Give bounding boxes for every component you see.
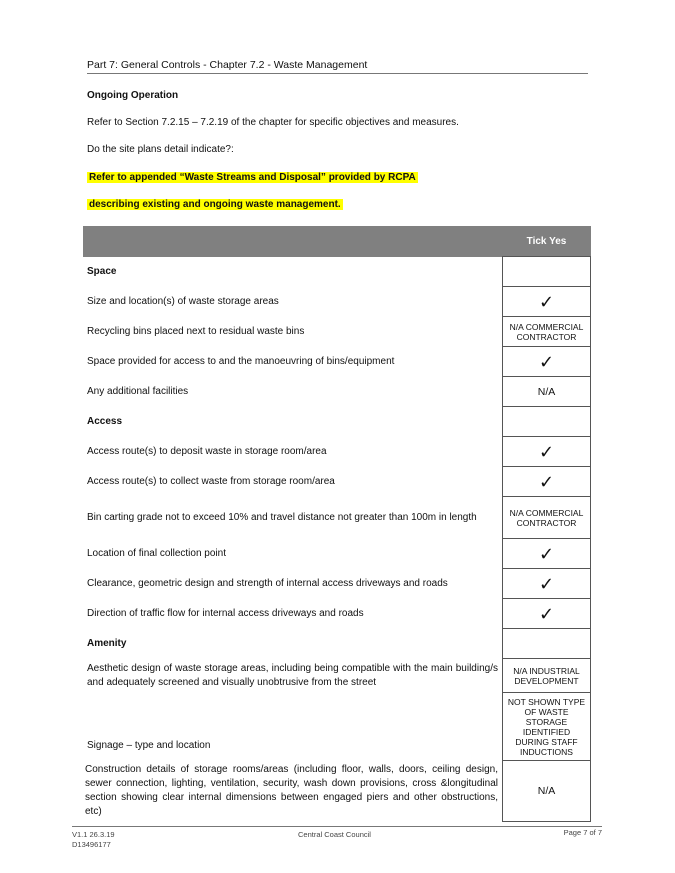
- waste-checklist-table: [83, 226, 591, 822]
- tick-cell: [503, 347, 591, 377]
- page-footer: [72, 826, 602, 853]
- footer-council: Central Coast Council: [298, 830, 371, 839]
- tick-yes-column-header: Tick Yes: [503, 226, 591, 257]
- highlighted-note-line-2: describing existing and ongoing waste management.: [89, 199, 341, 210]
- tick-cell: [503, 467, 591, 497]
- tick-cell: [503, 377, 591, 407]
- section-title: Ongoing Operation: [87, 90, 179, 101]
- row-label: Construction details of storage rooms/areas (including floor, walls, doors, ceiling design, sewer connection, lighting, ventilation, security, wash down provisions, cross &longitudinal section showing clear internal dimensions between engaged piers and other obstructions, etc): [85, 764, 498, 817]
- tick-cell-text: NOT SHOWN TYPE OF WASTE STORAGE IDENTIFIED DURING STAFF INDUCTIONS: [503, 693, 591, 761]
- tick-cell: [503, 287, 591, 317]
- table-row: [83, 317, 591, 347]
- table-row: [83, 467, 591, 497]
- page-header: [87, 59, 588, 74]
- tick-cell: [503, 539, 591, 569]
- header-title: Part 7: General Controls - Chapter 7.2 - Waste Management: [87, 59, 368, 71]
- intro-paragraph: Refer to Section 7.2.15 – 7.2.19 of the chapter for specific objectives and measures.: [87, 117, 459, 128]
- table-row: [83, 287, 591, 317]
- table-row: [83, 347, 591, 377]
- table-header-row: [83, 226, 591, 257]
- category-space: Space: [87, 266, 117, 277]
- row-label: Location of final collection point: [87, 548, 226, 559]
- tick-cell-text: N/A COMMERCIAL CONTRACTOR: [503, 497, 591, 539]
- table-row: [83, 659, 591, 693]
- row-label: Size and location(s) of waste storage areas: [87, 296, 279, 307]
- table-row: [83, 407, 591, 437]
- row-label: Direction of traffic flow for internal access driveways and roads: [87, 608, 364, 619]
- tick-cell: [503, 437, 591, 467]
- row-label: Any additional facilities: [87, 386, 189, 397]
- row-label: Space provided for access to and the manoeuvring of bins/equipment: [87, 356, 395, 367]
- checkmark-icon: ✓: [538, 543, 555, 564]
- category-access: Access: [87, 416, 123, 427]
- tick-cell: [503, 257, 591, 287]
- table-row: [83, 629, 591, 659]
- tick-cell: [503, 761, 591, 822]
- table-row: [83, 761, 591, 822]
- table-row: [83, 437, 591, 467]
- row-label: Recycling bins placed next to residual waste bins: [87, 326, 305, 337]
- tick-cell: [503, 407, 591, 437]
- row-label: Aesthetic design of waste storage areas, including being compatible with the main building/s and adequately screened and visually unobtrusive from the street: [87, 662, 498, 688]
- checkmark-icon: ✓: [538, 603, 555, 624]
- footer-page-number: Page 7 of 7: [563, 828, 602, 837]
- footer-doc-id: D13496177: [72, 840, 111, 849]
- table-row: [83, 599, 591, 629]
- checkmark-icon: ✓: [538, 351, 555, 372]
- highlighted-note-line-1: Refer to appended “Waste Streams and Disposal” provided by RCPA: [89, 172, 416, 183]
- table-row: [83, 569, 591, 599]
- checkmark-icon: ✓: [538, 573, 555, 594]
- na-value: N/A: [537, 785, 556, 797]
- tick-cell: [503, 569, 591, 599]
- tick-cell: [503, 599, 591, 629]
- row-label: Clearance, geometric design and strength of internal access driveways and roads: [87, 578, 448, 589]
- row-label: Access route(s) to deposit waste in storage room/area: [87, 446, 327, 457]
- tick-cell: [503, 629, 591, 659]
- footer-version-block: [72, 830, 115, 850]
- category-amenity: Amenity: [87, 638, 127, 649]
- row-label: Signage – type and location: [87, 739, 211, 751]
- table-row: [83, 377, 591, 407]
- na-value: N/A: [537, 385, 556, 398]
- table-row: [83, 257, 591, 287]
- question-paragraph: Do the site plans detail indicate?:: [87, 144, 234, 155]
- row-label: Access route(s) to collect waste from storage room/area: [87, 476, 335, 487]
- row-label: Bin carting grade not to exceed 10% and travel distance not greater than 100m in length: [87, 512, 477, 523]
- table-row: [83, 497, 591, 539]
- item-column-header: [83, 226, 503, 257]
- tick-cell-text: N/A COMMERCIAL CONTRACTOR: [503, 317, 591, 347]
- footer-version: V1.1 26.3.19: [72, 830, 115, 839]
- tick-cell-text: N/A INDUSTRIAL DEVELOPMENT: [503, 659, 591, 693]
- checkmark-icon: ✓: [538, 471, 555, 492]
- checkmark-icon: ✓: [538, 441, 555, 462]
- checkmark-icon: ✓: [538, 291, 555, 312]
- table-row: [83, 539, 591, 569]
- table-row: [83, 693, 591, 761]
